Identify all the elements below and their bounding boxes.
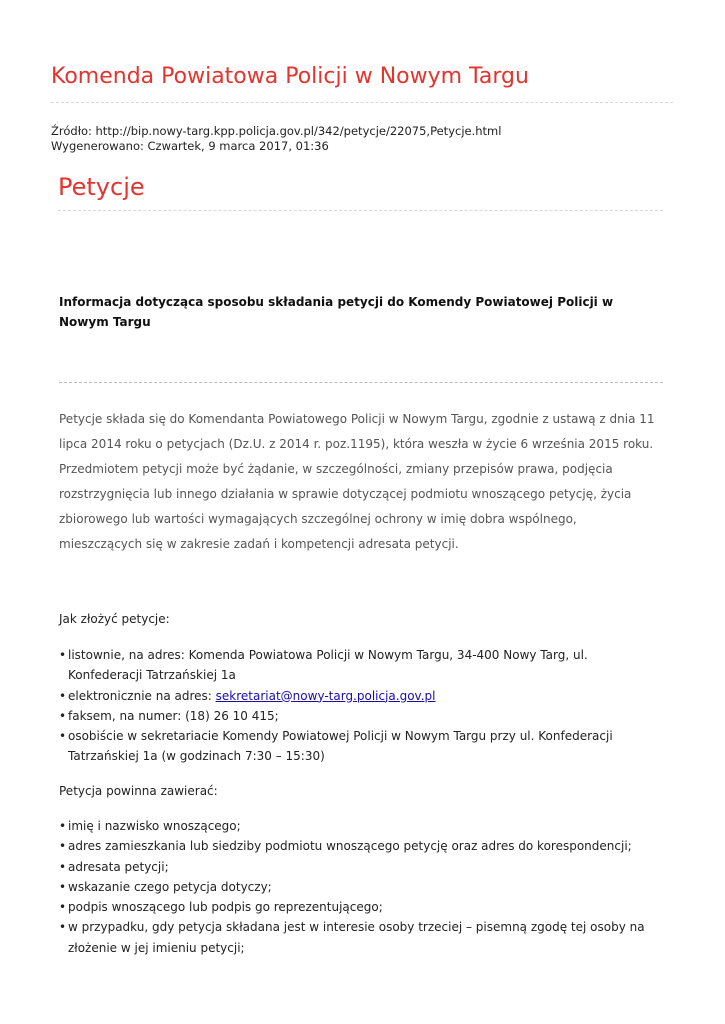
list-item-text: wskazanie czego petycja dotyczy; [68,879,272,894]
list-item-text: podpis wnoszącego lub podpis go reprezentującego; [68,900,383,915]
list-item [59,686,663,706]
howto-heading: Jak złożyć petycje: [59,612,170,626]
list-item-text: osobiście w sekretariacie Komendy Powiatowej Policji w Nowym Targu przy ul. Konfederacji Tatrzańskiej 1a (w godzinach 7:30 – 15:30) [68,729,613,764]
bullet-icon: • [59,708,67,723]
bullet-icon: • [59,819,67,833]
list-item-text: listownie, na adres: Komenda Powiatowa Policji w Nowym Targu, 34-400 Nowy Targ, ul. Konfederacji Tatrzańskiej 1a [68,648,588,683]
list-item [59,877,663,897]
bullet-icon: • [59,920,67,935]
bullet-icon: • [59,729,67,744]
page-header [51,62,673,103]
bullet-icon: • [59,839,67,854]
list-item-text: adresata petycji; [68,859,169,874]
bullet-icon: • [59,688,67,703]
list-item-text: elektronicznie na adres: [68,688,216,703]
list-item [59,917,663,958]
source-line: Źródło: http://bip.nowy-targ.kpp.policja.gov.pl/342/petycje/22075,Petycje.html [51,124,502,138]
petition-contents-list [59,816,663,958]
intro-paragraph: Petycje składa się do Komendanta Powiatowego Policji w Nowym Targu, zgodnie z ustawą z dnia 11 lipca 2014 roku o petycjach (Dz.U. z 2014 r. poz.1195), która weszła w życie 6 września 2015 roku. Przedmiotem petycji może być żądanie, w szczególności, zmiany przepisów prawa, podjęcia rozstrzygnięcia lub innego działania w sprawie dotyczącej podmiotu wnoszącego petycję, życia zbiorowego lub wartości wymagających szczególnej ochrony w imię dobra wspólnego, mieszczących się w zakresie zadań i kompetencji adresata petycji. [59,412,655,551]
section-title: Petycje [58,173,145,201]
divider [59,382,663,383]
section-header [58,170,663,211]
bullet-icon: • [59,648,67,662]
list-item [59,726,663,767]
list-item [59,816,663,836]
list-item-text: faksem, na numer: (18) 26 10 415; [68,708,279,723]
site-title: Komenda Powiatowa Policji w Nowym Targu [51,64,529,89]
list-item [59,706,663,726]
list-item [59,897,663,917]
bullet-icon: • [59,879,67,894]
email-link[interactable]: sekretariat@nowy-targ.policja.gov.pl [215,688,436,703]
list-item-text: adres zamieszkania lub siedziby podmiotu wnoszącego petycję oraz adres do korespondencji; [68,839,632,854]
document-meta [51,124,501,154]
generated-line: Wygenerowano: Czwartek, 9 marca 2017, 01:36 [51,139,329,153]
contents-heading: Petycja powinna zawierać: [59,784,218,798]
list-item-text: imię i nazwisko wnoszącego; [68,819,241,833]
section-subtitle: Informacja dotycząca sposobu składania petycji do Komendy Powiatowej Policji w Nowym Targu [59,295,614,329]
list-item [59,836,663,856]
bullet-icon: • [59,859,67,874]
bullet-icon: • [59,900,67,915]
list-item-text: w przypadku, gdy petycja składana jest w interesie osoby trzeciej – pisemną zgodę tej osoby na złożenie w jej imieniu petycji; [68,920,645,955]
list-item [59,645,663,686]
submission-methods-list [59,645,663,767]
list-item [59,857,663,877]
